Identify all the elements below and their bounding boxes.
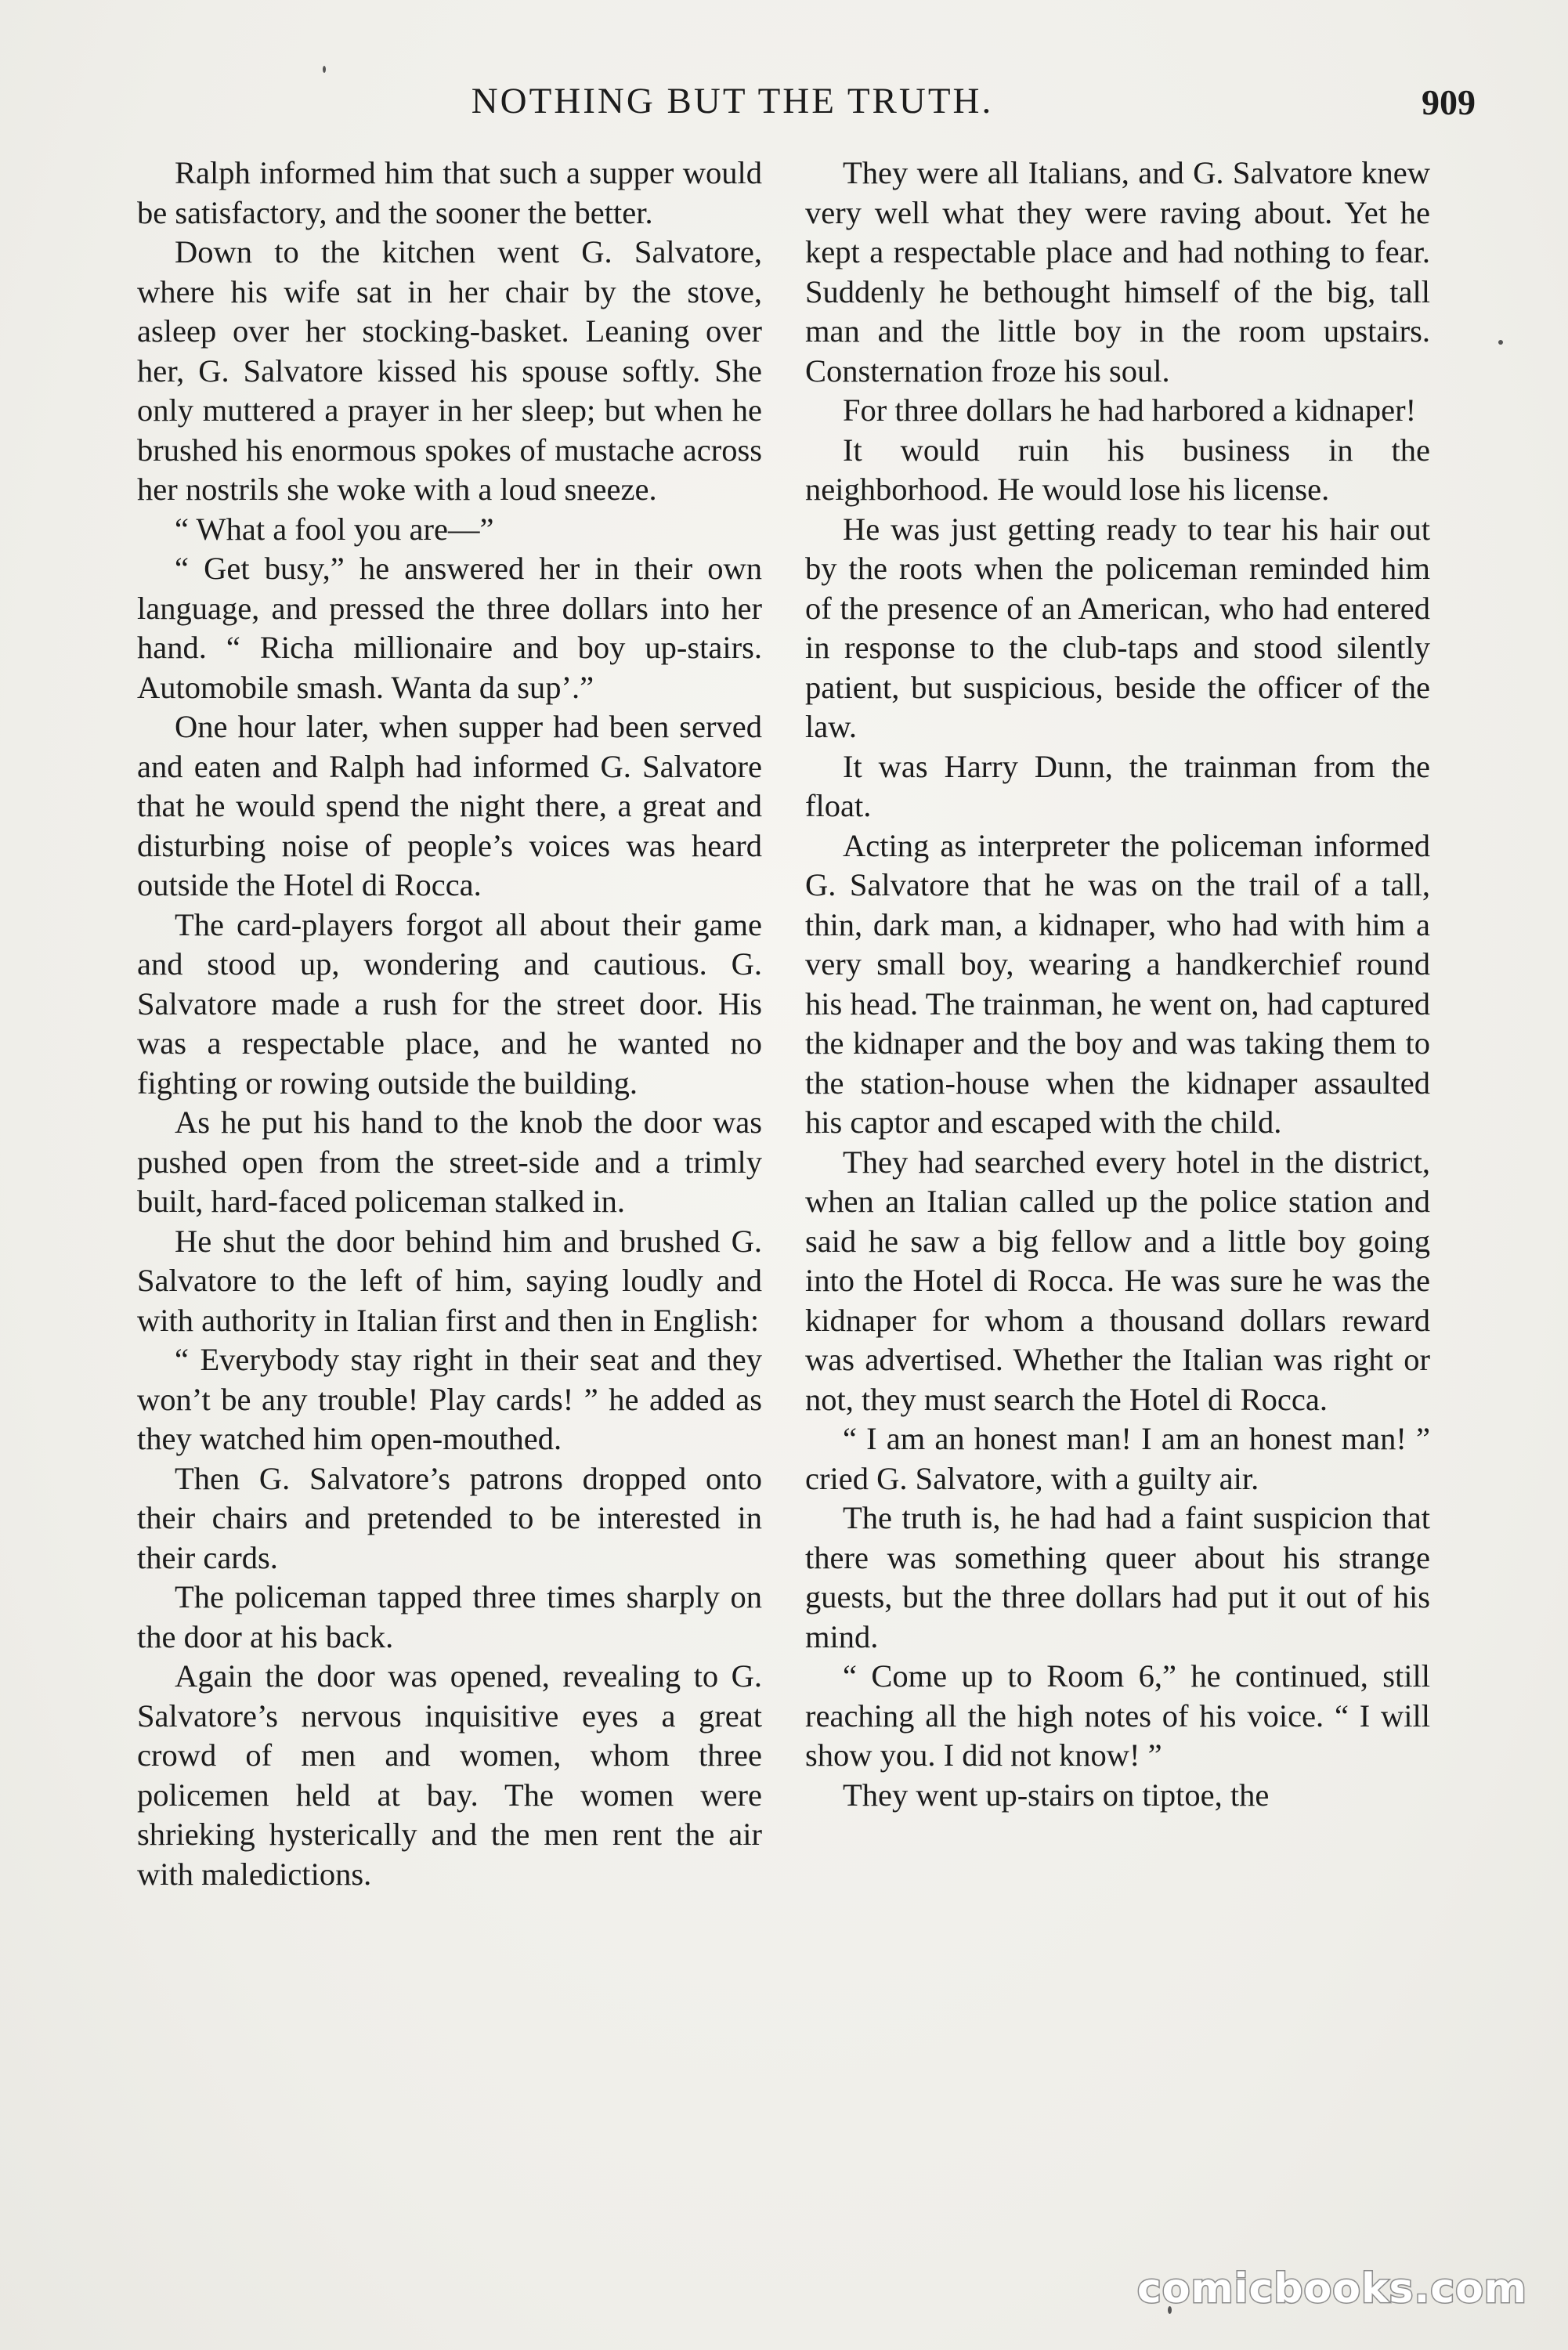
paragraph: Ralph informed him that such a supper would be satisfactory, and the sooner the better. bbox=[137, 155, 762, 230]
watermark-logo: comicbooks.com bbox=[1136, 2265, 1527, 2312]
paragraph: “ What a fool you are—” bbox=[175, 511, 494, 547]
paragraph: Down to the kitchen went G. Salvatore, where his wife sat in her chair by the stove, asleep over her stocking-basket. Leaning over her, G. Salvatore kissed his spouse softly. She only muttered a prayer in her sleep; but when he brushed his enormous spokes of mustache across her nostrils she woke with a loud sneeze. bbox=[137, 234, 762, 507]
running-head bbox=[0, 80, 1568, 127]
page-number: 909 bbox=[1422, 82, 1476, 122]
paragraph: The truth is, he had had a faint suspicion that there was something queer about his strange guests, but the three dollars had put it out of his mind. bbox=[805, 1500, 1430, 1654]
paragraph: He shut the door behind him and brushed G. Salvatore to the left of him, saying loudly and with authority in Italian first and then in English: bbox=[137, 1223, 762, 1338]
paragraph: He was just getting ready to tear his hair out by the roots when the policeman reminded him of the presence of an American, who had entered in response to the club-taps and stood silently patient, but suspicious, beside the officer of the law. bbox=[805, 511, 1430, 744]
paragraph: One hour later, when supper had been served and eaten and Ralph had informed G. Salvatore that he would spend the night there, a great and disturbing noise of people’s voices was heard outside the Hotel di Rocca. bbox=[137, 709, 762, 902]
paragraph: As he put his hand to the knob the door was pushed open from the street-side and a trimly built, hard-faced policeman stalked in. bbox=[137, 1104, 762, 1219]
print-speck bbox=[1498, 340, 1503, 345]
paragraph: The policeman tapped three times sharply on the door at his back. bbox=[137, 1579, 762, 1654]
paragraph: “ I am an honest man! I am an honest man! ” cried G. Salvatore, with a guilty air. bbox=[805, 1421, 1430, 1496]
print-speck bbox=[323, 66, 326, 73]
paragraph: Acting as interpreter the policeman informed G. Salvatore that he was on the trail of a tall, thin, dark man, a kidnaper, who had with him a very small boy, wearing a handkerchief round his head. The trainman, he went on, had captured the kidnaper and the boy and was taking them to the station-house when the kidnaper assaulted his captor and escaped with the child. bbox=[805, 827, 1430, 1140]
paragraph: For three dollars he had harbored a kidnaper! bbox=[843, 392, 1417, 428]
paragraph: They had searched every hotel in the district, when an Italian called up the police station and said he saw a big fellow and a little boy going into the Hotel di Rocca. He was sure he was the kidnaper for whom a thousand dollars reward was advertised. Whether the Italian was right or not, they must search the Hotel di Rocca. bbox=[805, 1144, 1430, 1417]
paragraph: They were all Italians, and G. Salvatore knew very well what they were raving about. Yet he kept a respectable place and had nothing to fear. Suddenly he bethought himself of the big, tall man and the little boy in the room upstairs. Consternation froze his soul. bbox=[805, 155, 1430, 389]
running-title: NOTHING BUT THE TRUTH. bbox=[471, 81, 994, 121]
right-column bbox=[805, 154, 1430, 1815]
paragraph: They went up-stairs on tiptoe, the bbox=[843, 1777, 1270, 1813]
paragraph: The card-players forgot all about their game and stood up, wondering and cautious. G. Salvatore made a rush for the street door. His was a respectable place, and he wanted no fighting or rowing outside the building. bbox=[137, 906, 762, 1101]
paragraph: Then G. Salvatore’s patrons dropped onto their chairs and pretended to be interested in their cards. bbox=[137, 1460, 762, 1575]
paragraph: Again the door was opened, revealing to G. Salvatore’s nervous inquisitive eyes a great crowd of men and women, whom three policemen held at bay. The women were shrieking hysterically and the men rent the air with maledictions. bbox=[137, 1658, 762, 1892]
paragraph: “ Everybody stay right in their seat and they won’t be any trouble! Play cards! ” he added as they watched him open-mouthed. bbox=[137, 1342, 762, 1456]
paragraph: It was Harry Dunn, the trainman from the float. bbox=[805, 748, 1430, 823]
left-column bbox=[137, 154, 762, 1894]
paragraph: “ Come up to Room 6,” he continued, still reaching all the high notes of his voice. “ I will show you. I did not know! ” bbox=[805, 1658, 1430, 1773]
paragraph: It would ruin his business in the neighborhood. He would lose his license. bbox=[805, 432, 1430, 507]
paragraph: “ Get busy,” he answered her in their own language, and pressed the three dollars into her hand. “ Richa millionaire and boy up-stairs. Automobile smash. Wanta da sup’.” bbox=[137, 551, 762, 705]
